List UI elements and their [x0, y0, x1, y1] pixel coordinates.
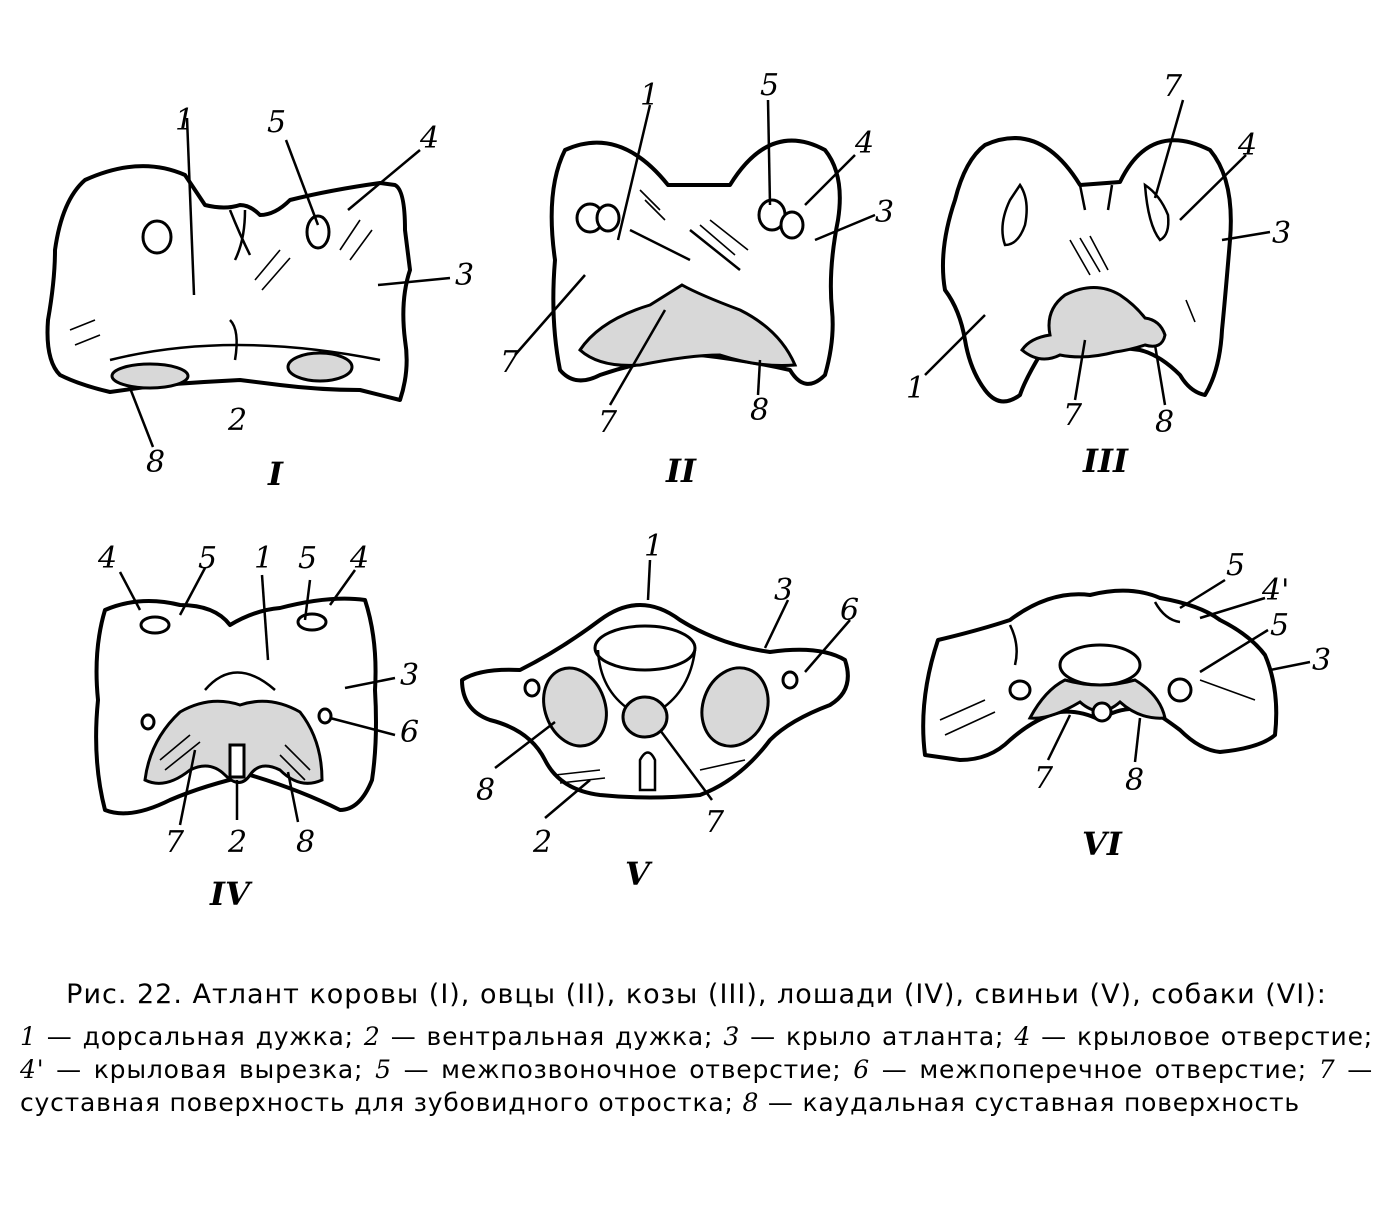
label-panel-5: 1 — [644, 529, 664, 564]
panel-numeral: II — [666, 452, 696, 490]
label-panel-4: 4 — [350, 541, 370, 576]
label-panel-6: 5 — [1270, 608, 1290, 643]
label-panel-1: 4 — [420, 121, 440, 156]
panel-cow-atlas — [48, 103, 475, 493]
label-panel-1: 5 — [267, 105, 287, 140]
legend-number: 2 — [363, 1022, 381, 1051]
label-panel-1: 3 — [455, 258, 475, 293]
label-panel-2: 1 — [640, 78, 660, 113]
legend-number: 6 — [853, 1055, 870, 1084]
panel-horse-atlas — [96, 541, 419, 913]
legend-text: — крыловое отверстие; — [1031, 1022, 1373, 1051]
legend-text: — межпозвоночное отверстие; — [391, 1055, 854, 1084]
label-panel-4: 2 — [228, 825, 248, 860]
legend-number: 4 — [1014, 1022, 1032, 1051]
panel-pig-atlas — [462, 529, 859, 893]
figure-caption — [20, 978, 1373, 1119]
legend-text: — суставная поверхность для зубовидного отростка; — [20, 1055, 1374, 1117]
legend-number: 8 — [742, 1088, 760, 1117]
label-panel-5: 8 — [476, 773, 496, 808]
label-panel-4: 3 — [400, 658, 420, 693]
panel-numeral: I — [268, 455, 283, 493]
legend-number: 4' — [20, 1055, 45, 1084]
label-panel-6: 4' — [1262, 573, 1290, 608]
panel-numeral: V — [625, 855, 650, 893]
legend-text: — крыловая вырезка; — [44, 1055, 376, 1084]
label-panel-2: 7 — [598, 405, 618, 440]
label-panel-4: 5 — [298, 541, 318, 576]
label-panel-6: 7 — [1034, 761, 1054, 796]
panel-numeral: VI — [1082, 825, 1122, 863]
legend-number: 7 — [1318, 1055, 1336, 1084]
label-panel-5: 7 — [705, 805, 725, 840]
label-panel-3: 1 — [906, 371, 926, 406]
panel-dog-atlas — [923, 548, 1331, 863]
caption-title: Рис. 22. Атлант коровы (I), овцы (II), козы (III), лошади (IV), свиньи (V), собаки (VI): — [66, 979, 1327, 1010]
label-panel-5: 3 — [774, 573, 794, 608]
label-panel-4: 8 — [296, 825, 316, 860]
label-panel-6: 8 — [1125, 763, 1145, 798]
panel-numeral: III — [1083, 442, 1128, 480]
panel-numeral: IV — [210, 875, 250, 913]
label-panel-4: 1 — [254, 541, 274, 576]
caption-legend — [20, 1020, 1373, 1119]
label-panel-5: 2 — [533, 825, 553, 860]
legend-number: 1 — [20, 1022, 37, 1051]
label-panel-3: 8 — [1155, 405, 1175, 440]
label-panel-4: 7 — [165, 825, 185, 860]
panel-sheep-atlas — [500, 68, 894, 490]
panel-goat-atlas — [906, 69, 1291, 480]
label-panel-5: 6 — [840, 593, 860, 628]
label-panel-3: 4 — [1238, 128, 1258, 163]
legend-text: — межпоперечное отверстие; — [870, 1055, 1319, 1084]
legend-number: 5 — [375, 1055, 392, 1084]
legend-text: — вентральная дужка; — [380, 1022, 724, 1051]
legend-text: — крыло атланта; — [740, 1022, 1015, 1051]
label-panel-1: 2 — [228, 403, 248, 438]
label-panel-2: 7 — [500, 345, 520, 380]
label-panel-3: 3 — [1272, 216, 1292, 251]
label-panel-2: 5 — [760, 68, 780, 103]
label-panel-6: 5 — [1226, 548, 1246, 583]
legend-number: 3 — [723, 1022, 741, 1051]
label-panel-2: 4 — [855, 126, 875, 161]
label-panel-3: 7 — [1063, 398, 1083, 433]
label-panel-1: 8 — [146, 445, 166, 480]
legend-text: — каудальная суставная поверхность — [759, 1088, 1300, 1117]
label-panel-6: 3 — [1312, 643, 1332, 678]
label-panel-3: 7 — [1163, 69, 1183, 104]
legend-text: — дорсальная дужка; — [36, 1022, 364, 1051]
label-panel-4: 6 — [400, 715, 420, 750]
label-panel-2: 3 — [875, 195, 895, 230]
label-panel-4: 5 — [198, 541, 218, 576]
label-panel-4: 4 — [98, 541, 118, 576]
label-panel-2: 8 — [750, 393, 770, 428]
label-panel-1: 1 — [175, 103, 195, 138]
